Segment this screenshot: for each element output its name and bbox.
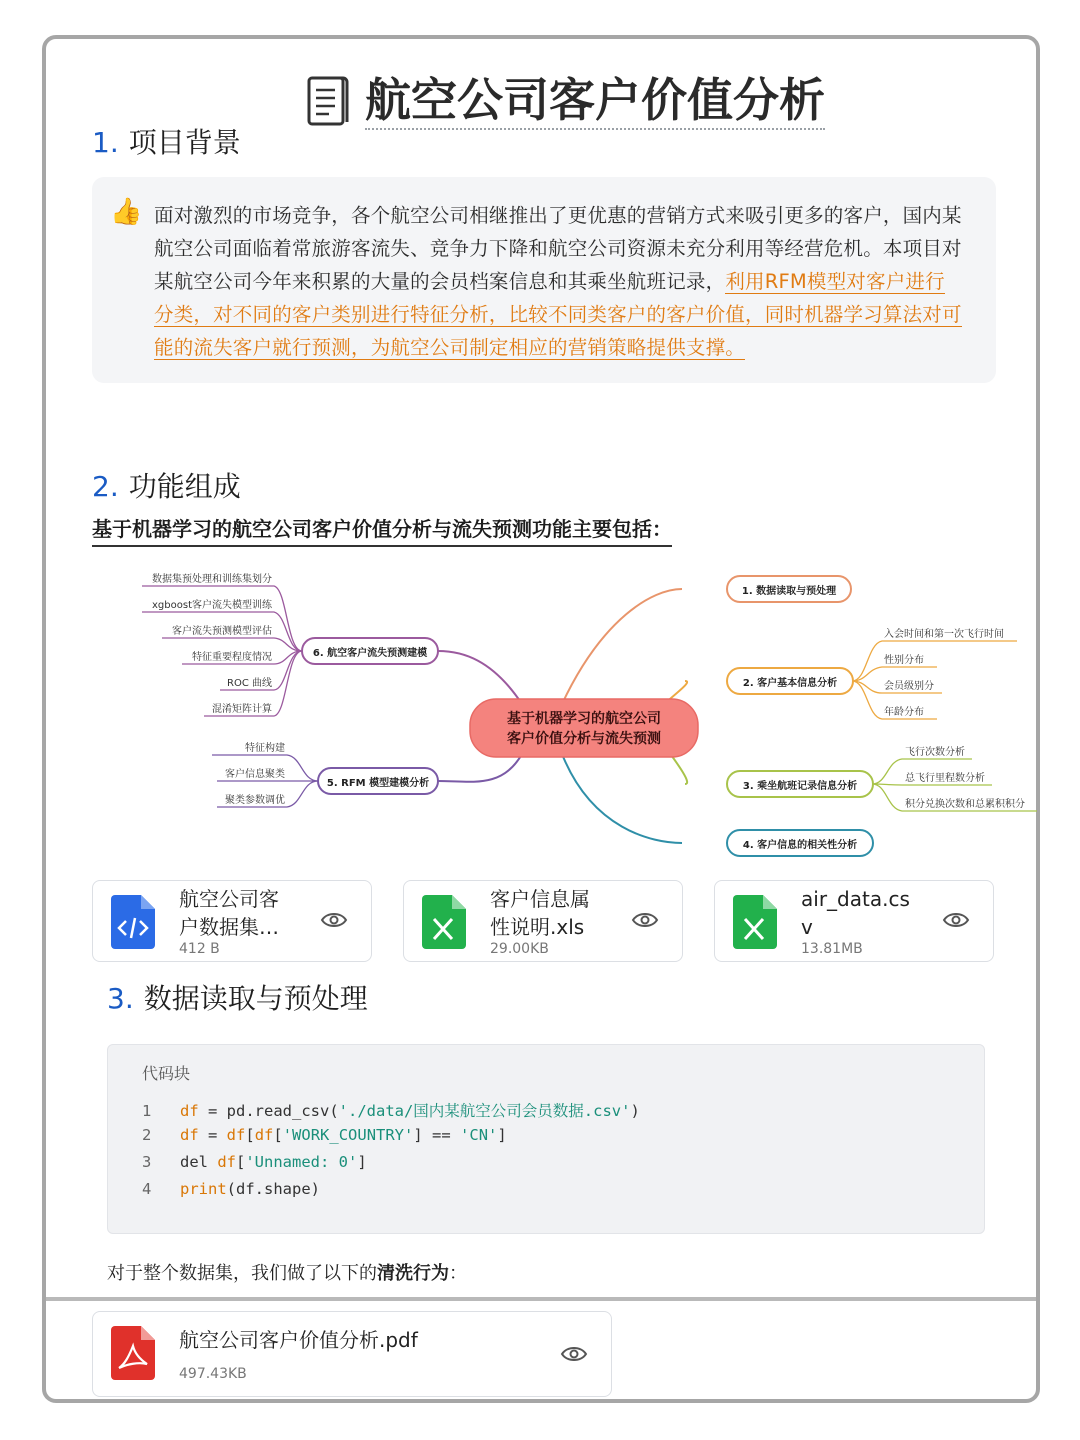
eye-icon[interactable] <box>632 910 658 930</box>
page-title <box>286 67 846 137</box>
code-line: 4 print(df.shape) <box>142 1180 320 1198</box>
document-icon <box>307 76 351 128</box>
code-block-label: 代码块 <box>142 1064 191 1083</box>
file-card[interactable] <box>403 880 683 962</box>
mindmap-leaf: xgboost客户流失模型训练 <box>152 600 272 611</box>
mindmap-leaf: 入会时间和第一次飞行时间 <box>884 629 1004 640</box>
code-line: 3 del df['Unnamed: 0'] <box>142 1153 367 1171</box>
code-file-icon <box>111 895 155 949</box>
mindmap-leaf: 特征构建 <box>245 743 285 754</box>
function-intro: 基于机器学习的航空公司客户价值分析与流失预测功能主要包括： <box>92 513 672 547</box>
section-heading-functions <box>92 465 241 505</box>
excel-file-icon <box>422 895 466 949</box>
mindmap-leaf: 客户信息聚类 <box>225 769 285 780</box>
file-name: 航空公司客 户数据集… <box>179 887 279 939</box>
mindmap-branch-1: 1. 数据读取与预处理 <box>741 586 837 597</box>
mindmap-leaf: 客户流失预测模型评估 <box>172 626 272 637</box>
mindmap-leaf: 年龄分布 <box>884 707 924 718</box>
file-size: 412 B <box>179 941 220 957</box>
code-block[interactable] <box>107 1044 985 1234</box>
mindmap-branch-2: 2. 客户基本信息分析 <box>742 678 838 689</box>
mindmap-branch-6: 6. 航空客户流失预测建模 <box>312 648 428 659</box>
mindmap-leaf: 会员级别分 <box>884 681 934 692</box>
mindmap-branch-3: 3. 乘坐航班记录信息分析 <box>742 781 858 792</box>
mindmap-leaf: 性别分布 <box>884 655 924 666</box>
mindmap-leaf: 混淆矩阵计算 <box>212 704 272 715</box>
mindmap <box>92 559 1025 864</box>
section-title: 项目背景 <box>128 126 241 159</box>
divider <box>46 1297 1036 1301</box>
file-size: 497.43KB <box>179 1366 247 1382</box>
mindmap-leaf: ROC 曲线 <box>227 678 272 689</box>
code-line: 2 df = df[df['WORK_COUNTRY'] == 'CN'] <box>142 1126 507 1144</box>
file-name: 航空公司客户价值分析.pdf <box>179 1328 418 1352</box>
file-name: 客户信息属 性说明.xls <box>490 887 590 939</box>
mindmap-leaf: 积分兑换次数和总累积积分 <box>905 799 1025 810</box>
page-title-text: 航空公司客户价值分析 <box>365 74 825 131</box>
eye-icon[interactable] <box>321 910 347 930</box>
section-number: 2. <box>92 470 119 503</box>
section-heading-background <box>92 121 241 161</box>
mindmap-leaf: 特征重要程度情况 <box>192 652 272 663</box>
document-frame <box>42 35 1040 1403</box>
file-size: 29.00KB <box>490 941 549 957</box>
eye-icon[interactable] <box>943 910 969 930</box>
mindmap-center-node <box>470 699 698 757</box>
cleaning-text: 对于整个数据集，我们做了以下的清洗行为： <box>107 1263 467 1284</box>
file-card[interactable] <box>92 880 372 962</box>
mindmap-leaf: 数据集预处理和训练集划分 <box>152 574 272 585</box>
mindmap-leaf: 聚类参数调优 <box>225 795 285 806</box>
excel-file-icon <box>733 895 777 949</box>
file-size: 13.81MB <box>801 941 863 957</box>
mindmap-center-line1: 基于机器学习的航空公司 <box>507 711 661 727</box>
section-number: 3. <box>107 982 134 1015</box>
section-title: 功能组成 <box>128 470 241 503</box>
mindmap-leaf: 飞行次数分析 <box>905 747 965 758</box>
background-text <box>154 199 964 364</box>
mindmap-leaf: 总飞行里程数分析 <box>905 773 985 784</box>
file-card[interactable] <box>714 880 994 962</box>
section-number: 1. <box>92 126 119 159</box>
code-line: 1 df = pd.read_csv('./data/国内某航空公司会员数据.csv') <box>142 1102 640 1120</box>
background-callout <box>92 177 996 383</box>
mindmap-center-line2: 客户价值分析与流失预测 <box>507 731 661 747</box>
section-title: 数据读取与预处理 <box>143 982 368 1015</box>
mindmap-branch-5: 5. RFM 模型建模分析 <box>326 778 430 789</box>
background-highlight-text: 利用RFM模型对客户进行分类，对不同的客户类别进行特征分析，比较不同类客户的客户价值，同时机器学习算法对可能的流失客户就行预测，为航空公司制定相应的营销策略提供支撑。 <box>154 270 962 359</box>
mindmap-branch-4: 4. 客户信息的相关性分析 <box>742 840 858 851</box>
file-name: air_data.cs v <box>801 887 910 939</box>
background-plain-text: 面对激烈的市场竞争，各个航空公司相继推出了更优惠的营销方式来吸引更多的客户，国内某航空公司面临着常旅游客流失、竞争力下降和航空公司资源未充分利用等经营危机。本项目对某航空公司今年来积累的大量的会员档案信息和其乘坐航班记录， <box>154 204 962 293</box>
section-heading-data-loading <box>107 977 368 1017</box>
eye-icon[interactable] <box>561 1344 587 1364</box>
thumbs-up-icon: 👍 <box>110 197 143 227</box>
pdf-file-icon <box>111 1326 155 1380</box>
pdf-file-card[interactable] <box>92 1311 612 1397</box>
